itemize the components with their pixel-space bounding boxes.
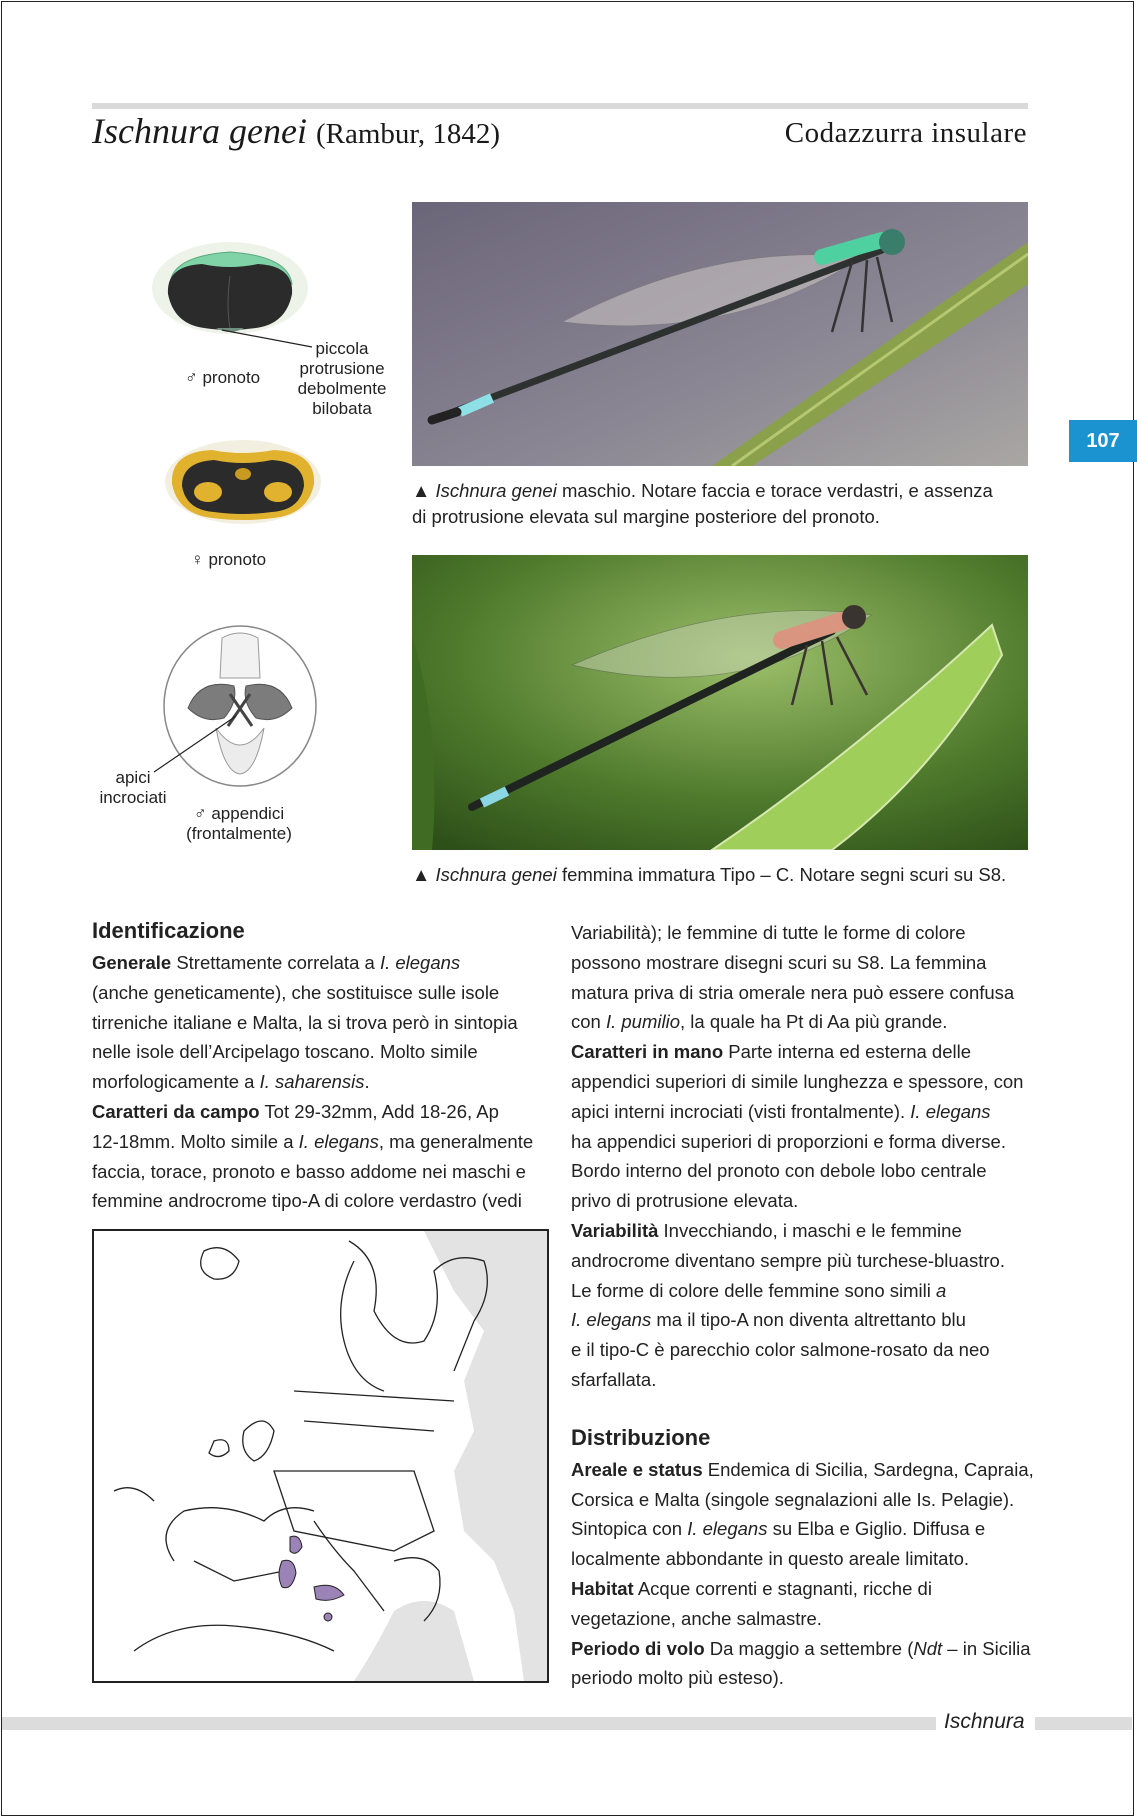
text-line: [571, 1007, 1037, 1037]
pronotum-male-note: [287, 339, 397, 419]
text-run: Endemica di Sicilia, Sardegna, Capraia,: [702, 1458, 1034, 1480]
text-line: [92, 1127, 562, 1157]
text-line: [571, 1305, 1037, 1335]
caption-text: femmina immatura Tipo – C. Notare segni scuri su S8.: [556, 864, 1007, 885]
running-head: Ischnura: [936, 1708, 1035, 1736]
text-line: vegetazione, anche salmastre.: [571, 1607, 822, 1629]
text-run: morfologicamente a: [92, 1071, 260, 1093]
text-run: 12-18mm. Molto simile a: [92, 1130, 299, 1152]
note-line: (frontalmente): [186, 824, 292, 843]
term-label: Caratteri da campo: [92, 1100, 260, 1122]
text-run: Strettamente correlata a: [171, 952, 380, 973]
text-line: sfarfallata.: [571, 1368, 657, 1390]
text-line: androcrome diventano sempre più turchese-bluastro.: [571, 1249, 1005, 1271]
text-run: con: [571, 1011, 606, 1033]
species-title: [92, 110, 500, 152]
text-line: tirreniche italiane e Malta, la si trova però in sintopia: [92, 1011, 518, 1033]
text-run: , ma generalmente: [378, 1130, 534, 1152]
text-run: I. elegans: [298, 1130, 379, 1152]
text-line: ha appendici superiori di proporzioni e forma diverse.: [571, 1130, 1006, 1152]
text-line: [92, 1067, 562, 1097]
female-photo-caption: [412, 862, 1032, 888]
caption-text: maschio. Notare faccia e torace verdastri, e assenza: [556, 480, 993, 501]
note-line: piccola: [315, 339, 369, 358]
text-run: Le forme di colore delle femmine sono simili: [571, 1279, 937, 1301]
term-label: Periodo di volo: [571, 1637, 705, 1659]
term-label: Caratteri in mano: [571, 1041, 724, 1063]
female-pronotum-illustration: [150, 430, 336, 530]
text-line: localmente abbondante in questo areale limitato.: [571, 1548, 970, 1570]
text-line: [571, 1097, 1037, 1127]
species-author: (Rambur, 1842): [315, 118, 501, 150]
term-label: Areale e status: [571, 1458, 703, 1480]
text-line: possono mostrare disegni scuri su S8. La femmina: [571, 951, 987, 973]
term-label: Habitat: [571, 1577, 634, 1599]
caption-line: [412, 478, 1032, 504]
note-line: incrociati: [99, 788, 167, 807]
pronotum-male-label: ♂ pronoto: [185, 368, 261, 387]
term-label: Variabilità: [571, 1219, 659, 1241]
triangle-icon: ▲: [412, 480, 431, 501]
text-run: Sintopica con: [571, 1518, 688, 1540]
text-line: [571, 1455, 1037, 1485]
text-line: [92, 948, 562, 978]
text-line: nelle isole dell’Arcipelago toscano. Molto simile: [92, 1041, 478, 1063]
text-run: Ndt: [913, 1637, 943, 1659]
text-run: – in Sicilia: [942, 1637, 1031, 1659]
text-line: [571, 1037, 1037, 1067]
male-damselfly-photo: [412, 202, 1028, 466]
text-run: Da maggio a settembre (: [704, 1637, 914, 1659]
note-line: ♂ appendici: [193, 804, 285, 823]
appendages-note: [96, 768, 170, 808]
text-run: I. elegans: [379, 952, 461, 973]
text-line: Corsica e Malta (singole segnalazioni alle Is. Pelagie).: [571, 1488, 1015, 1510]
distribution-map: [92, 1229, 549, 1683]
species-name: Ischnura genei: [92, 111, 307, 151]
caption-species: Ischnura genei: [435, 864, 557, 885]
text-run: a: [936, 1279, 947, 1301]
note-line: apici: [115, 768, 151, 787]
text-run: Acque correnti e stagnanti, ricche di: [633, 1577, 932, 1599]
text-line: [571, 1574, 1037, 1604]
text-run: Parte interna ed esterna delle: [723, 1041, 972, 1063]
text-line: Bordo interno del pronoto con debole lobo centrale: [571, 1160, 987, 1182]
text-run: .: [364, 1071, 370, 1093]
female-damselfly-photo: [412, 555, 1028, 850]
pronotum-female-label: ♀ pronoto: [191, 550, 267, 569]
common-name: Codazzurra insulare: [784, 117, 1027, 149]
section-heading: Distribuzione: [571, 1424, 711, 1450]
header-rule: [92, 103, 1028, 109]
text-line: matura priva di stria omerale nera può essere confusa: [571, 981, 1015, 1003]
text-run: Tot 29-32mm, Add 18-26, Ap: [259, 1100, 499, 1122]
right-text-column: [571, 918, 1037, 1693]
text-line: [92, 1097, 562, 1127]
text-run: ma il tipo-A non diventa altrettanto blu: [651, 1309, 966, 1331]
text-line: periodo molto più esteso).: [571, 1667, 784, 1689]
spacer: [571, 1395, 1037, 1423]
text-line: Variabilità); le femmine di tutte le forme di colore: [571, 922, 966, 943]
text-line: [571, 1634, 1037, 1664]
text-line: [571, 1514, 1037, 1544]
text-line: appendici superiori di simile lunghezza e spessore, con: [571, 1070, 1024, 1092]
note-line: debolmente: [297, 379, 387, 398]
caption-species: Ischnura genei: [435, 480, 557, 501]
text-run: I. elegans: [571, 1309, 652, 1331]
text-line: [571, 1276, 1037, 1306]
text-line: femmine androcrome tipo-A di colore verdastro (vedi: [92, 1190, 522, 1212]
appendages-label: [172, 804, 306, 844]
text-run: su Elba e Giglio. Diffusa e: [767, 1518, 986, 1540]
text-run: I. elegans: [687, 1518, 768, 1540]
note-line: bilobata: [312, 399, 372, 418]
text-run: I. elegans: [910, 1100, 991, 1122]
section-heading: Identificazione: [92, 918, 245, 943]
caption-line: di protrusione elevata sul margine posteriore del pronoto.: [412, 506, 880, 527]
text-line: (anche geneticamente), che sostituisce sulle isole: [92, 981, 500, 1003]
text-run: I. pumilio: [605, 1011, 680, 1033]
text-run: I. saharensis: [259, 1071, 365, 1093]
text-run: apici interni incrociati (visti frontalmente).: [571, 1100, 911, 1122]
text-run: Invecchiando, i maschi e le femmine: [658, 1219, 962, 1241]
note-line: protrusione: [299, 359, 385, 378]
term-label: Generale: [92, 952, 172, 973]
text-line: faccia, torace, pronoto e basso addome nei maschi e: [92, 1160, 526, 1182]
text-line: privo di protrusione elevata.: [571, 1190, 799, 1212]
text-line: e il tipo-C è parecchio color salmone-rosato da neo: [571, 1339, 990, 1361]
triangle-icon: ▲: [412, 864, 431, 885]
text-line: [571, 1216, 1037, 1246]
page-number-tab: 107: [1069, 420, 1137, 462]
identification-section: [92, 916, 562, 1216]
male-photo-caption: [412, 478, 1032, 530]
text-run: , la quale ha Pt di Aa più grande.: [680, 1011, 948, 1033]
